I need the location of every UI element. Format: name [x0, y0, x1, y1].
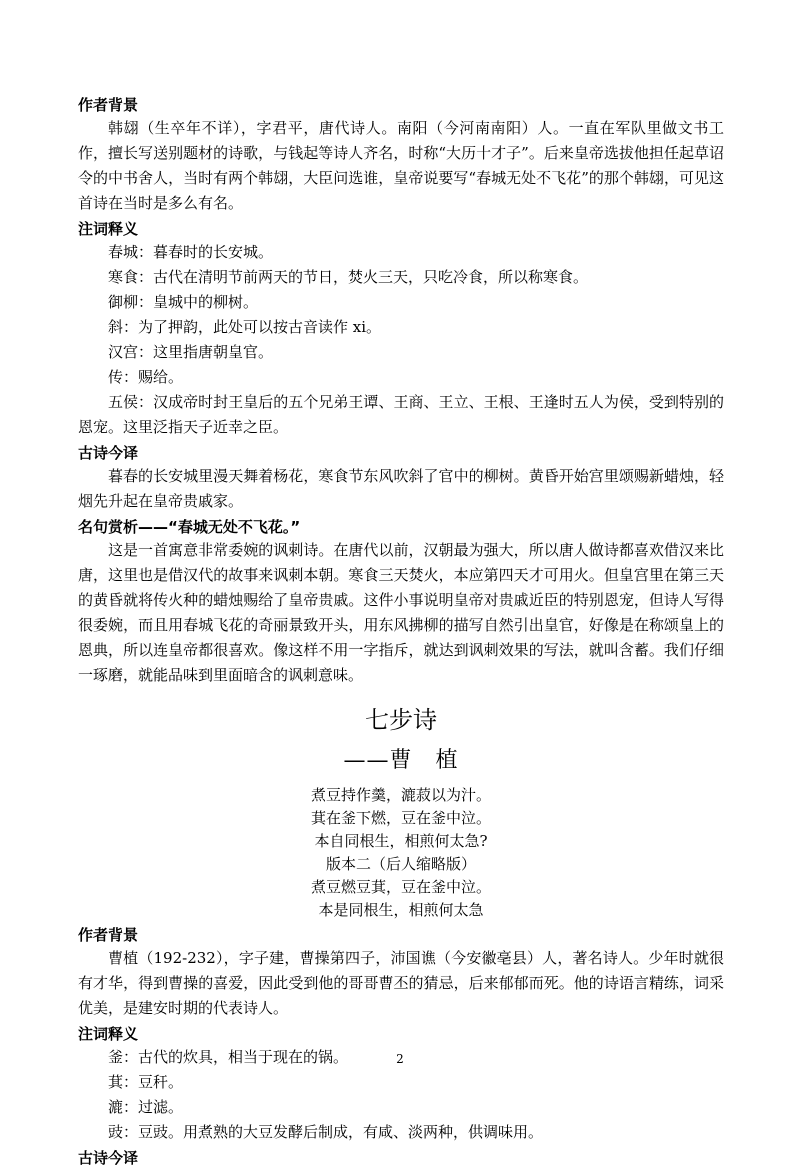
poem-line: 煮豆持作羹，漉菽以为汁。 [310, 786, 491, 804]
note-item: 寒食：古代在清明节前两天的节日，焚火三天，只吃冷食，所以称寒食。 [108, 268, 589, 286]
poem-title: 七步诗 [365, 706, 437, 734]
note-item: 春城：暮春时的长安城。 [108, 243, 274, 261]
poem-line: 萁在釜下燃，豆在釜中泣。 [310, 809, 491, 827]
note-item: 豉：豆豉。用煮熟的大豆发酵后制成，有咸、淡两种，供调味用。 [108, 1123, 544, 1141]
appreciation-text: 这是一首寓意非常委婉的讽刺诗。在唐代以前，汉朝最为强大，所以唐人做诗都喜欢借汉来比唐，这里也是借汉代的故事来讽刺本朝。寒食三天焚火，本应第四天才可用火。但皇宫里在第三天的黄昏就将传火种的蜡烛赐给了皇帝贵戚。这件小事说明皇帝对贵戚近臣的特别恩宠，但诗人写得很委婉，而且用春城飞花的奇丽景致开头，用东风拂柳的描写自然引出皇官，好像是在称颂皇上的恩典，所以连皇帝都很喜欢。像这样不用一字指斥，就达到讽刺效果的写法，就叫含蓄。我们仔细一琢磨，就能品味到里面暗含的讽刺意味。 [78, 541, 724, 684]
note-item: 萁：豆秆。 [108, 1073, 184, 1091]
note-item: 传：赐给。 [108, 368, 184, 386]
author-background-heading-2: 作者背景 [78, 926, 139, 944]
notes-heading-2: 注词释义 [78, 1025, 139, 1043]
note-item: 御柳：皇城中的柳树。 [108, 293, 259, 311]
page-number: 2 [396, 1052, 404, 1066]
note-item: 斜：为了押韵，此处可以按古音读作 xi。 [108, 318, 382, 336]
document-page [78, 92, 724, 1169]
poem-version-label: 版本二（后人缩略版） [325, 855, 476, 873]
poem-author: ——曹 植 [343, 748, 459, 773]
translation-text: 暮春的长安城里漫天舞着杨花，寒食节东风吹斜了官中的柳树。黄昏开始宫里颂赐新蜡烛，轻烟先升起在皇帝贵戚家。 [78, 467, 724, 510]
poem-line: 本自同根生，相煎何太急? [314, 832, 488, 850]
poem-line: 本是同根生，相煎何太急 [318, 901, 484, 919]
poem-line: 煮豆燃豆萁，豆在釜中泣。 [310, 878, 491, 896]
translation-heading-2: 古诗今译 [78, 1149, 139, 1167]
note-item: 汉宫：这里指唐朝皇官。 [108, 343, 274, 361]
appreciation-heading: 名句赏析——“春城无处不飞花。” [78, 518, 301, 536]
notes-heading: 注词释义 [78, 220, 139, 238]
note-item: 五侯：汉成帝时封王皇后的五个兄弟王谭、王商、王立、王根、王逢时五人为侯，受到特别的恩宠。这里泛指天子近幸之臣。 [78, 393, 724, 436]
author-background-text-2: 曹植（192-232），字子建，曹操第四子，沛国谯（今安徽亳县）人，著名诗人。少年时就很有才华，得到曹操的喜爱，因此受到他的哥哥曹丕的猜忌，后来郁郁而死。他的诗语言精练，词采优美，是建安时期的代表诗人。 [78, 949, 724, 1017]
note-item: 釜：古代的炊具，相当于现在的锅。 [108, 1048, 349, 1066]
translation-heading: 古诗今译 [78, 444, 139, 462]
author-background-text: 韩翃（生卒年不详），字君平，唐代诗人。南阳（今河南南阳）人。一直在军队里做文书工作，擅长写送别题材的诗歌，与钱起等诗人齐名，时称“大历十才子”。后来皇帝选拔他担任起草诏令的中书舍人，当时有两个韩翃，大臣问选谁，皇帝说要写“春城无处不飞花”的那个韩翃，可见这首诗在当时是多么有名。 [78, 119, 724, 212]
author-background-heading: 作者背景 [78, 96, 139, 114]
note-item: 漉：过滤。 [108, 1098, 184, 1116]
